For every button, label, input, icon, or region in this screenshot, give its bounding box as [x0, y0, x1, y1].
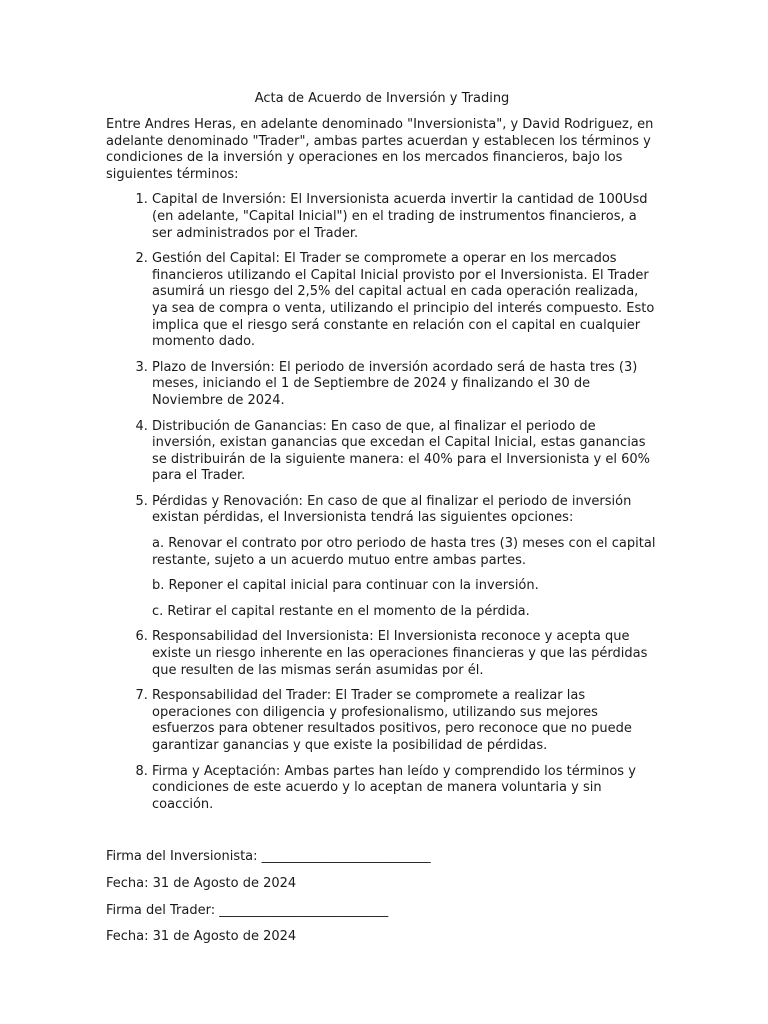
- investor-signature-line: Firma del Inversionista: __________________________: [106, 849, 431, 865]
- term-text: Capital de Inversión: El Inversionista acuerda invertir la cantidad de 100Usd (en adelante, "Capital Inicial") en el trading de instrumentos financieros, a ser administrados por el Trader.: [152, 192, 648, 241]
- term-item: [152, 494, 658, 621]
- terms-list: [106, 192, 658, 813]
- term-item: [152, 360, 658, 410]
- loss-options: [152, 536, 658, 620]
- trader-signature-line: Firma del Trader: __________________________: [106, 902, 389, 918]
- loss-option: c. Retirar el capital restante en el momento de la pérdida.: [152, 603, 530, 619]
- loss-option: a. Renovar el contrato por otro periodo de hasta tres (3) meses con el capital restante, sujeto a un acuerdo mutuo entre ambas partes.: [152, 536, 656, 568]
- term-text: Responsabilidad del Inversionista: El Inversionista reconoce y acepta que existe un riesgo inherente en las operaciones financieras y que las pérdidas que resulten de las mismas serán asumidas por él.: [152, 629, 648, 678]
- loss-option: b. Reponer el capital inicial para continuar con la inversión.: [152, 578, 539, 594]
- term-text: Plazo de Inversión: El periodo de inversión acordado será de hasta tres (3) meses, iniciando el 1 de Septiembre de 2024 y finalizando el 30 de Noviembre de 2024.: [152, 359, 638, 408]
- term-item: [152, 419, 658, 485]
- term-text: Distribución de Ganancias: En caso de que, al finalizar el periodo de inversión, existan ganancias que excedan el Capital Inicial, estas ganancias se distribuirán de la siguiente manera: el 40% para el Inversionista y el 60% para el Trader.: [152, 418, 651, 484]
- term-text: Responsabilidad del Trader: El Trader se compromete a realizar las operaciones con diligencia y profesionalismo, utilizando sus mejores esfuerzos para obtener resultados positivos, pero reconoce que no puede garantizar ganancias y que existe la posibilidad de pérdidas.: [152, 688, 632, 753]
- term-text: Firma y Aceptación: Ambas partes han leído y comprendido los términos y condiciones de este acuerdo y lo aceptan de manera voluntaria y sin coacción.: [152, 763, 636, 812]
- term-item: [152, 629, 658, 679]
- term-item: [152, 764, 658, 814]
- document-title: Acta de Acuerdo de Inversión y Trading: [254, 91, 510, 106]
- term-text: Pérdidas y Renovación: En caso de que al finalizar el periodo de inversión existan pérdidas, el Inversionista tendrá las siguientes opciones:: [152, 493, 632, 526]
- term-text: Gestión del Capital: El Trader se compromete a operar en los mercados financieros utilizando el Capital Inicial provisto por el Inversionista. El Trader asumirá un riesgo del 2,5% del capital actual en cada operación realizada, ya sea de compra o venta, utilizando el principio del interés compuesto. Esto implica que el riesgo será constante en relación con el capital en cualquier momento dado.: [152, 251, 655, 350]
- term-item: [152, 192, 658, 242]
- intro-paragraph: Entre Andres Heras, en adelante denominado "Inversionista", y David Rodriguez, en adelante denominado "Trader", ambas partes acuerdan y establecen los términos y condiciones de la inversión y operaciones en los mercados financieros, bajo los siguientes términos:: [106, 117, 654, 182]
- trader-date: Fecha: 31 de Agosto de 2024: [106, 929, 297, 945]
- term-item: [152, 688, 658, 754]
- investor-date: Fecha: 31 de Agosto de 2024: [106, 875, 297, 891]
- signature-block: [106, 849, 658, 945]
- document-page: [106, 90, 658, 956]
- term-item: [152, 251, 658, 351]
